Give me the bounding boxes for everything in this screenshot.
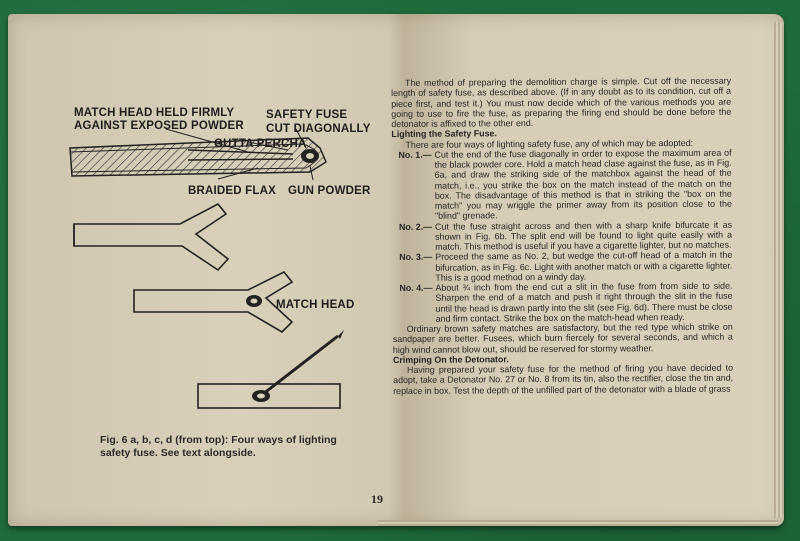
method-label: No. 2.—: [398, 221, 433, 232]
figure-caption: Fig. 6 a, b, c, d (from top): Four ways of lighting safety fuse. See text alongside.: [100, 434, 337, 459]
intro-paragraph: The method of preparing the demolition charge is simple. Cut off the necessary length of safety fuse, as described above. (If in any doubt as to its condition, cut off a piece first, and test it.) You must now decide which of the various methods you are going to use to fire the fuse, as preparing the firing end should be done before the detonator is affixed to the other end.: [391, 75, 732, 129]
label-safety-fuse-1: SAFETY FUSE: [266, 109, 348, 121]
method-item: [392, 219, 732, 252]
fig-6d-match-through-slit: [198, 330, 344, 408]
label-match-head-held-1: MATCH HEAD HELD FIRMLY: [74, 107, 235, 119]
method-item: [392, 250, 732, 283]
method-label: No. 4.—: [399, 282, 433, 293]
label-braided-flax: BRAIDED FLAX: [188, 185, 277, 197]
right-page-text: [391, 76, 733, 396]
method-body: About ¾ inch from the end cut a slit in the fuse from from side to side. Sharpen the end of a match and push it right through the slit in the fuse until the head is drawn partly into the slit (see Fig. 6d). There must be close and firm contact. Strike the box on the match-head when ready.: [435, 280, 733, 324]
matches-paragraph: Ordinary brown safety matches are satisfactory, but the red type which strike on sandpaper are better. Fusees, which burn fiercely for several seconds, and which a high wind cannot blow out, should be reserved for stormy weather.: [392, 321, 733, 355]
method-item: [392, 147, 732, 221]
page-number: 19: [371, 492, 383, 506]
fig-6b-bifurcated-fuse: [74, 204, 228, 270]
fig-6a-diagonal-fuse: [70, 129, 326, 180]
fig-6c-match-head-wedged: [134, 272, 292, 332]
fuse-lighting-figure: [48, 84, 378, 424]
open-booklet: [8, 14, 784, 526]
label-match-head: MATCH HEAD: [276, 299, 355, 311]
label-match-head-held-2: AGAINST EXPOSED POWDER: [74, 120, 244, 132]
method-body: Proceed the same as No. 2, but wedge the cut-off head of a match in the bifurcation, as in Fig. 6c. Light with another match or with a cigarette lighter. This is a good method on a windy day.: [435, 249, 733, 283]
crimping-paragraph: Having prepared your safety fuse for the method of firing you have decided to adopt, take a Detonator No. 27 or No. 8 from its tin, also the rectifier, close the tin and, replace in box. Test the depth of the unfilled part of the detonator with a blade of grass: [393, 362, 734, 396]
heading-crimping: Crimping On the Detonator.: [392, 353, 509, 365]
method-item: [392, 281, 732, 324]
page-stack-bottom: [378, 520, 778, 526]
heading-lighting: Lighting the Safety Fuse.: [391, 128, 497, 140]
method-label: No. 1.—: [398, 149, 432, 160]
page-stack-edge: [774, 22, 784, 518]
label-gutta-percha: GUTTA PERCHA: [214, 138, 307, 150]
label-safety-fuse-2: CUT DIAGONALLY: [266, 123, 371, 135]
label-gun-powder: GUN POWDER: [288, 185, 371, 197]
method-body: Cut the fuse straight across and then with a sharp knife bifurcate it as shown in Fig. 6b. The split end will be found to light quite easily with a match. This method is useful if you have a cigarette lighter, but no matches.: [435, 219, 733, 252]
method-label: No. 3.—: [399, 251, 433, 263]
lighting-intro: There are four ways of lighting safety fuse, any of which may be adopted:: [405, 137, 694, 150]
method-body: Cut the end of the fuse diagonally in order to expose the maximum area of the black powder core. Hold a match head clase against the fuse, as in Fig. 6a, and draw the striking side of the matchbox against the head of the match, i.e., you strike the box on the match instead of the match on the box. The disadvantage of this method is that in striking the "box on the match" you may wriggle the primer away from its position close to the "blind" grenade.: [434, 147, 732, 221]
